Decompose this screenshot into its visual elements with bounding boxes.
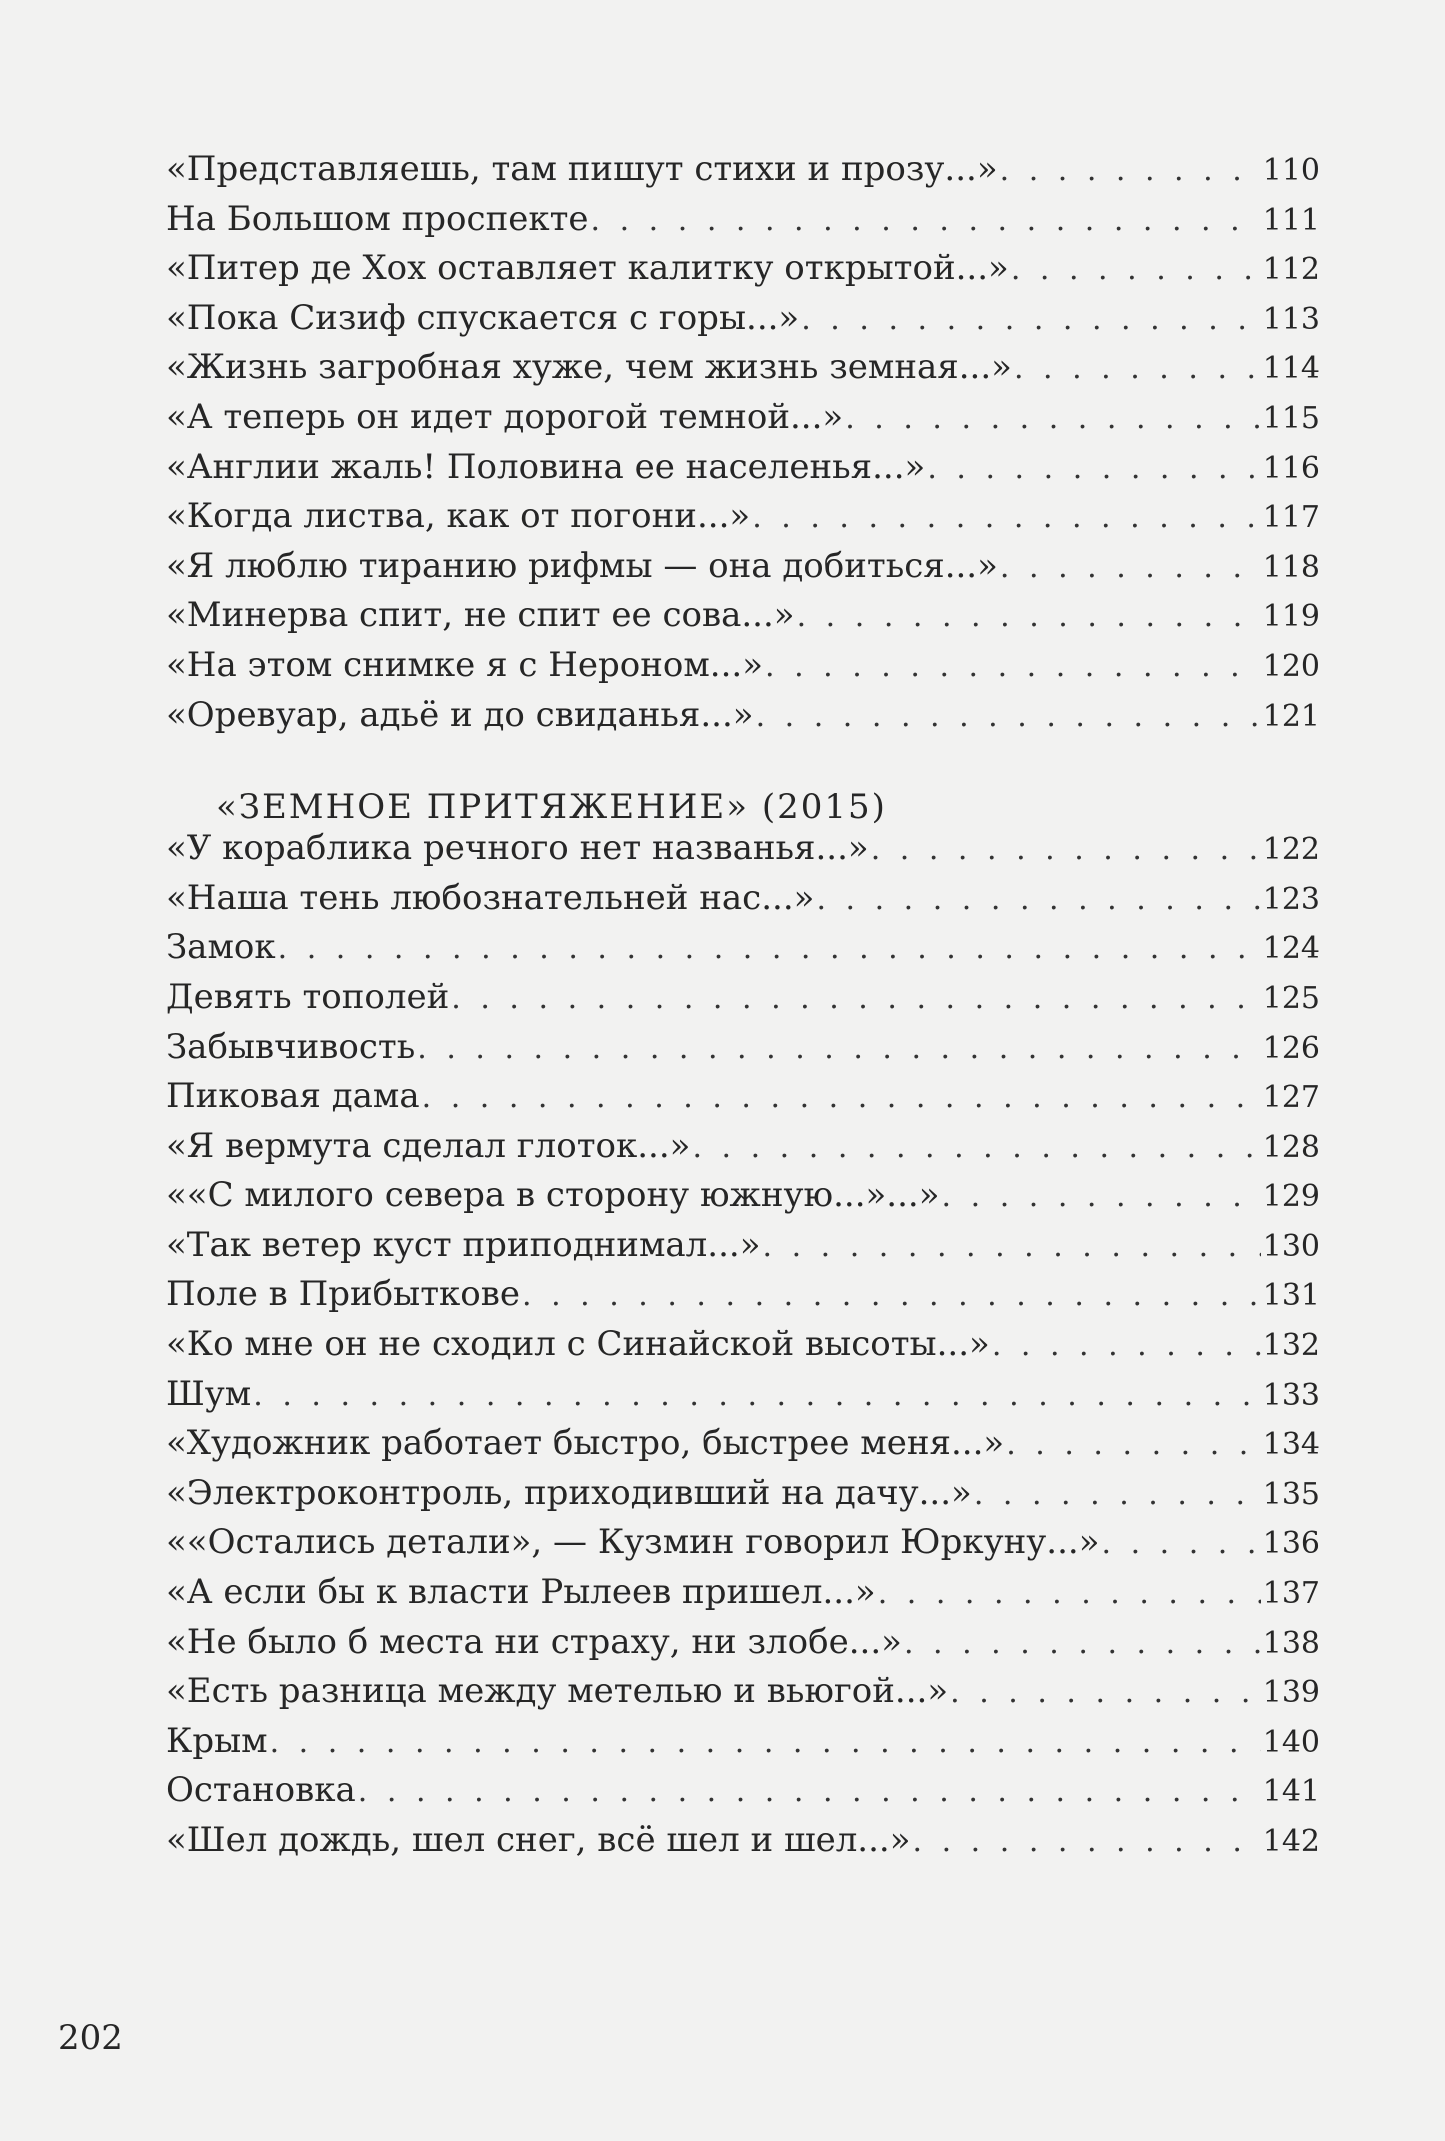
- toc-entry-title: «Представляешь, там пишут стихи и прозу...»: [166, 149, 998, 189]
- toc-entry-page: 138: [1262, 1625, 1320, 1661]
- dot-leader: [801, 295, 1261, 345]
- toc-entry-page: 130: [1262, 1228, 1320, 1264]
- dot-leader: [797, 592, 1261, 642]
- toc-entry-title: Девять тополей: [166, 976, 450, 1017]
- dot-leader: [756, 692, 1261, 742]
- toc-entry-title: Поле в Прибыткове: [166, 1274, 520, 1315]
- toc-entry: [166, 874, 1320, 924]
- toc-entry-title: «Так ветер куст приподнимал...»: [166, 1224, 761, 1265]
- toc-entry-title: «Не было б места ни страху, ни злобе...»: [166, 1621, 902, 1662]
- page-number: 202: [58, 2018, 123, 2058]
- toc-entry: [166, 1221, 1320, 1271]
- toc-entry-page: 137: [1262, 1576, 1320, 1612]
- dot-leader: [278, 924, 1261, 974]
- dot-leader: [422, 1073, 1261, 1123]
- dot-leader: [950, 1668, 1261, 1718]
- dot-leader: [1014, 344, 1261, 394]
- dot-leader: [692, 1123, 1260, 1173]
- toc-entry-page: 121: [1262, 698, 1320, 734]
- toc-entry-page: 128: [1262, 1129, 1320, 1165]
- dot-leader: [1011, 245, 1261, 295]
- toc-entry: [166, 1270, 1320, 1320]
- toc-entry-title: «Питер де Хох оставляет калитку открытой...»: [166, 248, 1009, 289]
- toc-entry-title: На Большом проспекте: [166, 198, 589, 239]
- toc-entry-title: Замок: [166, 927, 276, 968]
- dot-leader: [591, 196, 1261, 246]
- toc-entry-page: 125: [1262, 980, 1320, 1016]
- toc-entry-title: «Я люблю тиранию рифмы — она добиться...»: [166, 545, 998, 586]
- toc-entry-page: 124: [1262, 931, 1320, 967]
- toc-entry: [166, 1370, 1320, 1420]
- toc-entry-title: «Англии жаль! Половина ее населенья...»: [166, 446, 926, 487]
- dot-leader: [992, 1321, 1261, 1371]
- toc-entry-page: 113: [1262, 301, 1320, 337]
- toc-entry: [166, 294, 1320, 344]
- toc-entry-page: 115: [1262, 400, 1320, 436]
- toc-entry-title: Шум: [166, 1373, 252, 1414]
- dot-leader: [763, 1222, 1261, 1272]
- dot-leader: [765, 642, 1261, 692]
- dot-leader: [942, 1172, 1261, 1222]
- toc-entry: [166, 145, 1320, 195]
- toc-entry: [166, 1072, 1320, 1122]
- toc-entry-page: 120: [1262, 648, 1320, 684]
- toc-entry-page: 114: [1262, 351, 1320, 387]
- dot-leader: [845, 394, 1261, 444]
- toc-entry-title: «А теперь он идет дорогой темной...»: [166, 396, 844, 437]
- toc-entry-page: 136: [1262, 1526, 1320, 1562]
- toc-entry-page: 129: [1262, 1179, 1320, 1215]
- toc-entry-page: 131: [1262, 1278, 1320, 1314]
- toc-entry: [166, 195, 1320, 245]
- toc-entry-page: 122: [1262, 832, 1320, 868]
- toc-entry-page: 140: [1262, 1724, 1320, 1760]
- toc-entry: [166, 1667, 1320, 1717]
- toc-entry: [166, 1618, 1320, 1668]
- toc-entry-title: Пиковая дама: [166, 1076, 420, 1117]
- dot-leader: [878, 1569, 1261, 1619]
- toc-entry-page: 126: [1262, 1030, 1320, 1066]
- dot-leader: [913, 1817, 1261, 1867]
- toc-entry-title: «Художник работает быстро, быстрее меня...»: [166, 1423, 1005, 1464]
- dot-leader: [1000, 146, 1261, 196]
- toc-entry-page: 135: [1262, 1476, 1320, 1512]
- toc-entry: [166, 691, 1320, 741]
- toc-entry-title: ««С милого севера в сторону южную...»...»: [166, 1175, 940, 1216]
- dot-leader: [871, 825, 1261, 875]
- toc-entry-page: 132: [1262, 1328, 1320, 1364]
- toc-entry-title: Забывчивость: [166, 1026, 416, 1067]
- toc-entry-page: 117: [1262, 500, 1320, 536]
- toc-entry-title: «Есть разница между метелью и вьюгой...»: [166, 1671, 949, 1712]
- toc-entry: [166, 824, 1320, 874]
- toc-entry: [166, 1518, 1320, 1568]
- toc-entry-title: «У кораблика речного нет названья...»: [166, 828, 869, 869]
- toc-entry: [166, 1568, 1320, 1618]
- toc-entry: [166, 1023, 1320, 1073]
- toc-entry: [166, 1122, 1320, 1172]
- dot-leader: [816, 875, 1260, 925]
- toc-entry-title: «Пока Сизиф спускается с горы...»: [166, 297, 800, 338]
- toc-entry-title: «Наша тень любознательней нас...»: [166, 877, 815, 918]
- toc-entry: [166, 343, 1320, 393]
- dot-leader: [974, 1470, 1261, 1520]
- dot-leader: [253, 1371, 1260, 1421]
- toc-entry-page: 134: [1262, 1427, 1320, 1463]
- dot-leader: [904, 1619, 1261, 1669]
- toc-entry-title: «Я вермута сделал глоток...»: [166, 1125, 691, 1166]
- dot-leader: [1006, 1420, 1261, 1470]
- toc-entry-page: 139: [1262, 1675, 1320, 1711]
- dot-leader: [752, 493, 1261, 543]
- toc-entry: [166, 641, 1320, 691]
- toc-entry-title: «На этом снимке я с Нероном...»: [166, 644, 764, 685]
- toc-entry-page: 123: [1262, 881, 1320, 917]
- toc-entry: [166, 923, 1320, 973]
- toc-entry: [166, 1766, 1320, 1816]
- toc-entry: [166, 492, 1320, 542]
- dot-leader: [451, 974, 1260, 1024]
- toc-entry-title: «Оревуар, адьё и до свиданья...»: [166, 694, 754, 735]
- toc-entry-title: «Минерва спит, не спит ее сова...»: [166, 595, 795, 636]
- dot-leader: [1102, 1519, 1261, 1569]
- toc-entry-title: «Жизнь загробная хуже, чем жизнь земная...»: [166, 347, 1012, 388]
- dot-leader: [927, 444, 1260, 494]
- toc-entry-page: 127: [1262, 1080, 1320, 1116]
- toc-entry: [166, 1717, 1320, 1767]
- toc-entry-page: 110: [1262, 153, 1320, 188]
- toc-entry-page: 133: [1262, 1377, 1320, 1413]
- toc-entry: [166, 1171, 1320, 1221]
- toc-entry-page: 112: [1262, 252, 1320, 288]
- toc-entry-page: 118: [1262, 549, 1320, 585]
- toc-entry: [166, 1816, 1320, 1866]
- toc-entry-page: 116: [1262, 450, 1320, 486]
- toc-entry: [166, 973, 1320, 1023]
- toc-entry: [166, 244, 1320, 294]
- dot-leader: [358, 1767, 1261, 1817]
- toc-entry: [166, 1320, 1320, 1370]
- toc-entry-title: Остановка: [166, 1770, 356, 1811]
- toc-entry-title: Крым: [166, 1720, 268, 1761]
- toc-entry: [166, 1419, 1320, 1469]
- toc-entry: [166, 1469, 1320, 1519]
- toc-entry-title: «Когда листва, как от погони...»: [166, 496, 751, 537]
- table-of-contents: [166, 145, 1320, 1866]
- section-heading: «ЗЕМНОЕ ПРИТЯЖЕНИЕ» (2015): [216, 787, 887, 828]
- toc-entry-title: «Шел дождь, шел снег, всё шел и шел...»: [166, 1820, 911, 1860]
- dot-leader: [522, 1271, 1261, 1321]
- toc-entry: [166, 591, 1320, 641]
- toc-entry-page: 111: [1262, 202, 1320, 238]
- toc-entry-title: «Электроконтроль, приходивший на дачу...»: [166, 1472, 972, 1513]
- toc-entry-page: 142: [1262, 1824, 1320, 1859]
- toc-entry: [166, 393, 1320, 443]
- toc-entry-title: ««Остались детали», — Кузмин говорил Юркуну...»: [166, 1522, 1100, 1563]
- toc-entry-page: 119: [1262, 599, 1320, 635]
- toc-entry-page: 141: [1262, 1774, 1320, 1810]
- dot-leader: [417, 1024, 1260, 1074]
- dot-leader: [270, 1718, 1261, 1768]
- toc-entry-title: «Ко мне он не сходил с Синайской высоты...»: [166, 1324, 990, 1365]
- toc-entry: [166, 542, 1320, 592]
- toc-entry: [166, 443, 1320, 493]
- toc-entry-title: «А если бы к власти Рылеев пришел...»: [166, 1572, 876, 1613]
- dot-leader: [1000, 543, 1261, 593]
